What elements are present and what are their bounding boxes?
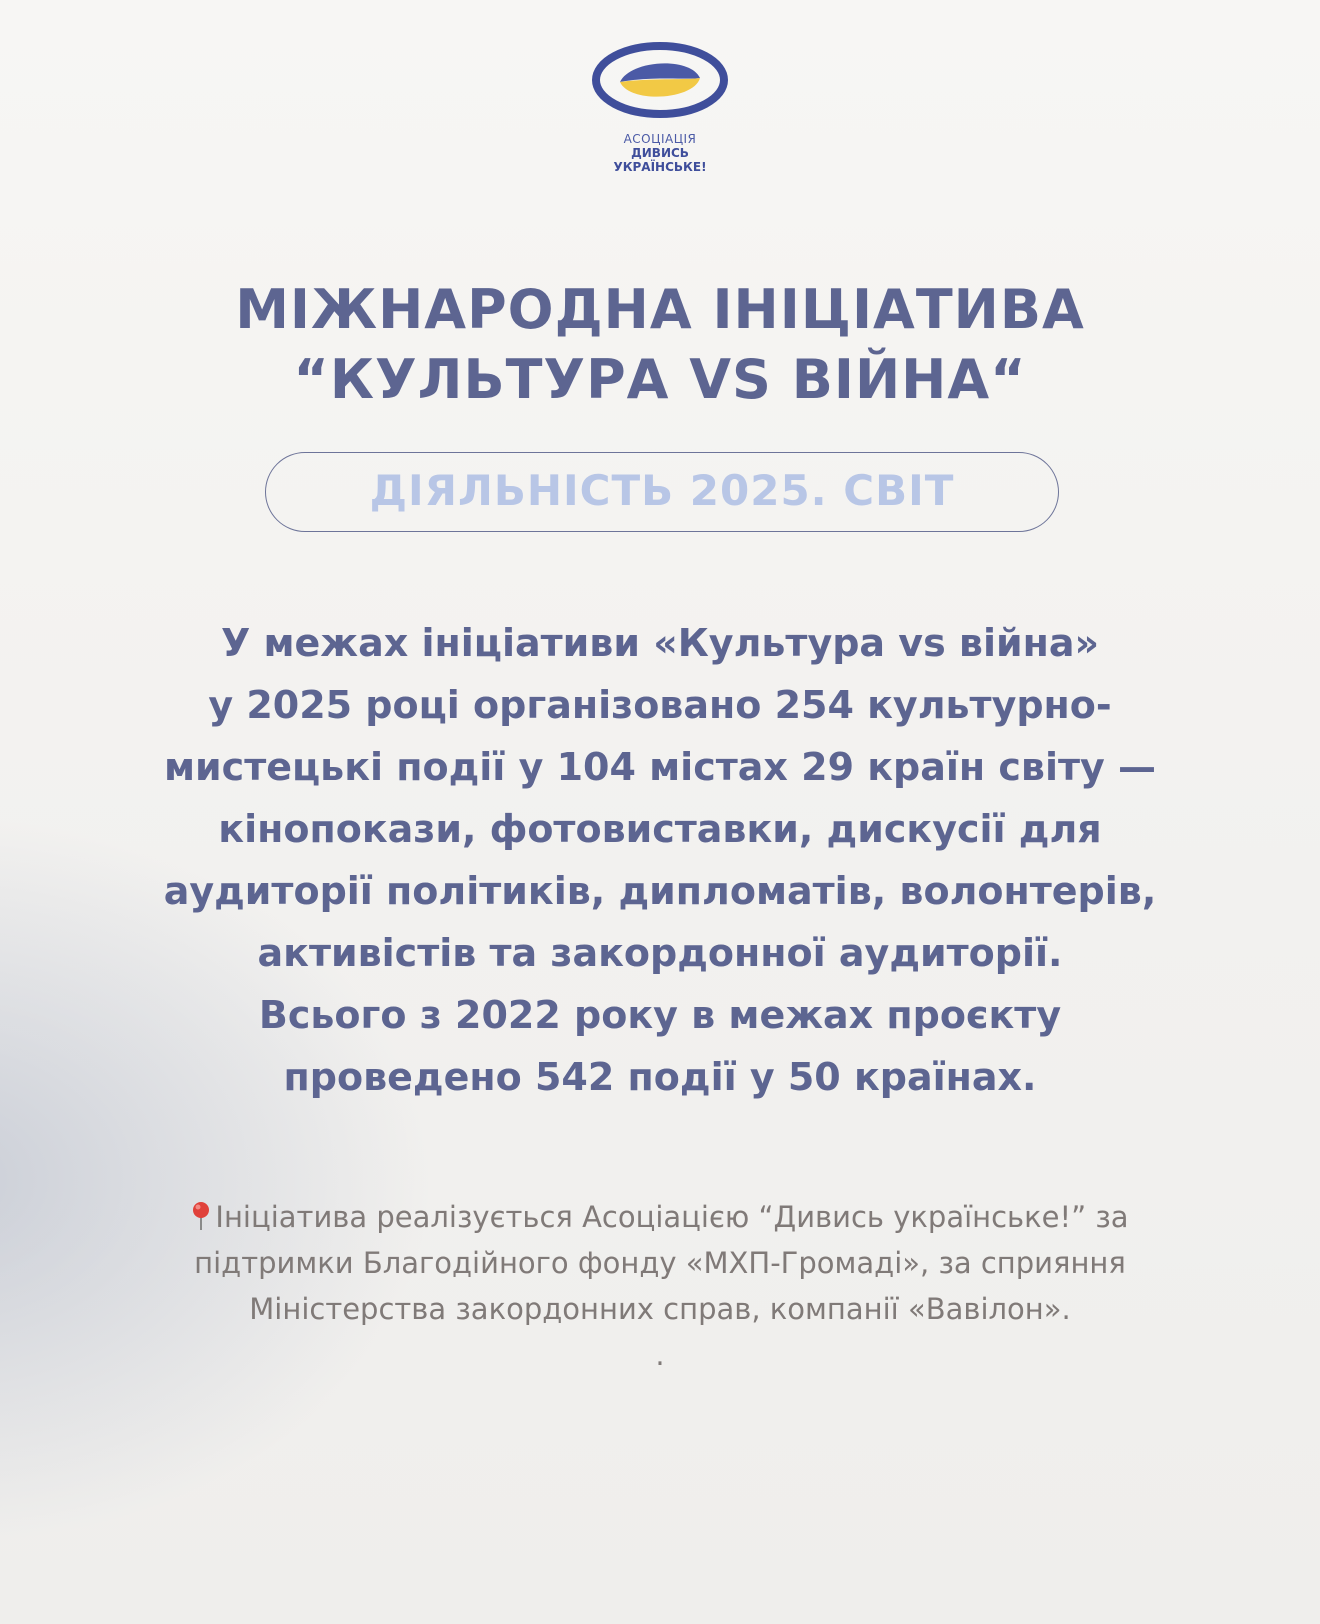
page-title-line-1: МІЖНАРОДНА ІНІЦІАТИВА — [235, 278, 1085, 341]
body-line-4: кінопокази, фотовиставки, дискусії для — [218, 807, 1102, 851]
body-line-5: аудиторії політиків, дипломатів, волонтерів, — [163, 869, 1157, 913]
footnote-line-1 — [0, 1194, 1320, 1240]
body-line-1: У межах ініціативи «Культура vs війна» — [220, 621, 1100, 665]
body-line-7: Всього з 2022 року в межах проєкту — [258, 993, 1062, 1037]
footnote-line-4: . — [655, 1338, 665, 1372]
body-line-8: проведено 542 події у 50 країнах. — [283, 1055, 1037, 1099]
body-line-3: мистецькі події у 104 містах 29 країн світу — — [163, 745, 1157, 789]
body-line-2: у 2025 році організовано 254 культурно- — [208, 683, 1112, 727]
eye-icon — [590, 38, 730, 126]
logo-caption-bottom: ДИВИСЬ УКРАЇНСЬКЕ! — [613, 146, 707, 174]
body-line-6: активістів та закордонної аудиторії. — [257, 931, 1063, 975]
page-title-line-2: “КУЛЬТУРА VS ВІЙНА“ — [293, 348, 1027, 411]
logo-caption-top: АСОЦІАЦІЯ — [623, 132, 697, 146]
footnote-text-1: Ініціатива реалізується Асоціацією “Дивись українське!” за — [215, 1200, 1129, 1234]
subtitle-badge: ДІЯЛЬНІСТЬ 2025. СВІТ — [265, 452, 1059, 532]
footnote-line-3: Міністерства закордонних справ, компанії «Вавілон». — [249, 1292, 1071, 1326]
association-logo — [590, 38, 730, 174]
footnote-line-2: підтримки Благодійного фонду «МХП-Громаді», за сприяння — [194, 1246, 1126, 1280]
pin-icon — [191, 1198, 211, 1228]
